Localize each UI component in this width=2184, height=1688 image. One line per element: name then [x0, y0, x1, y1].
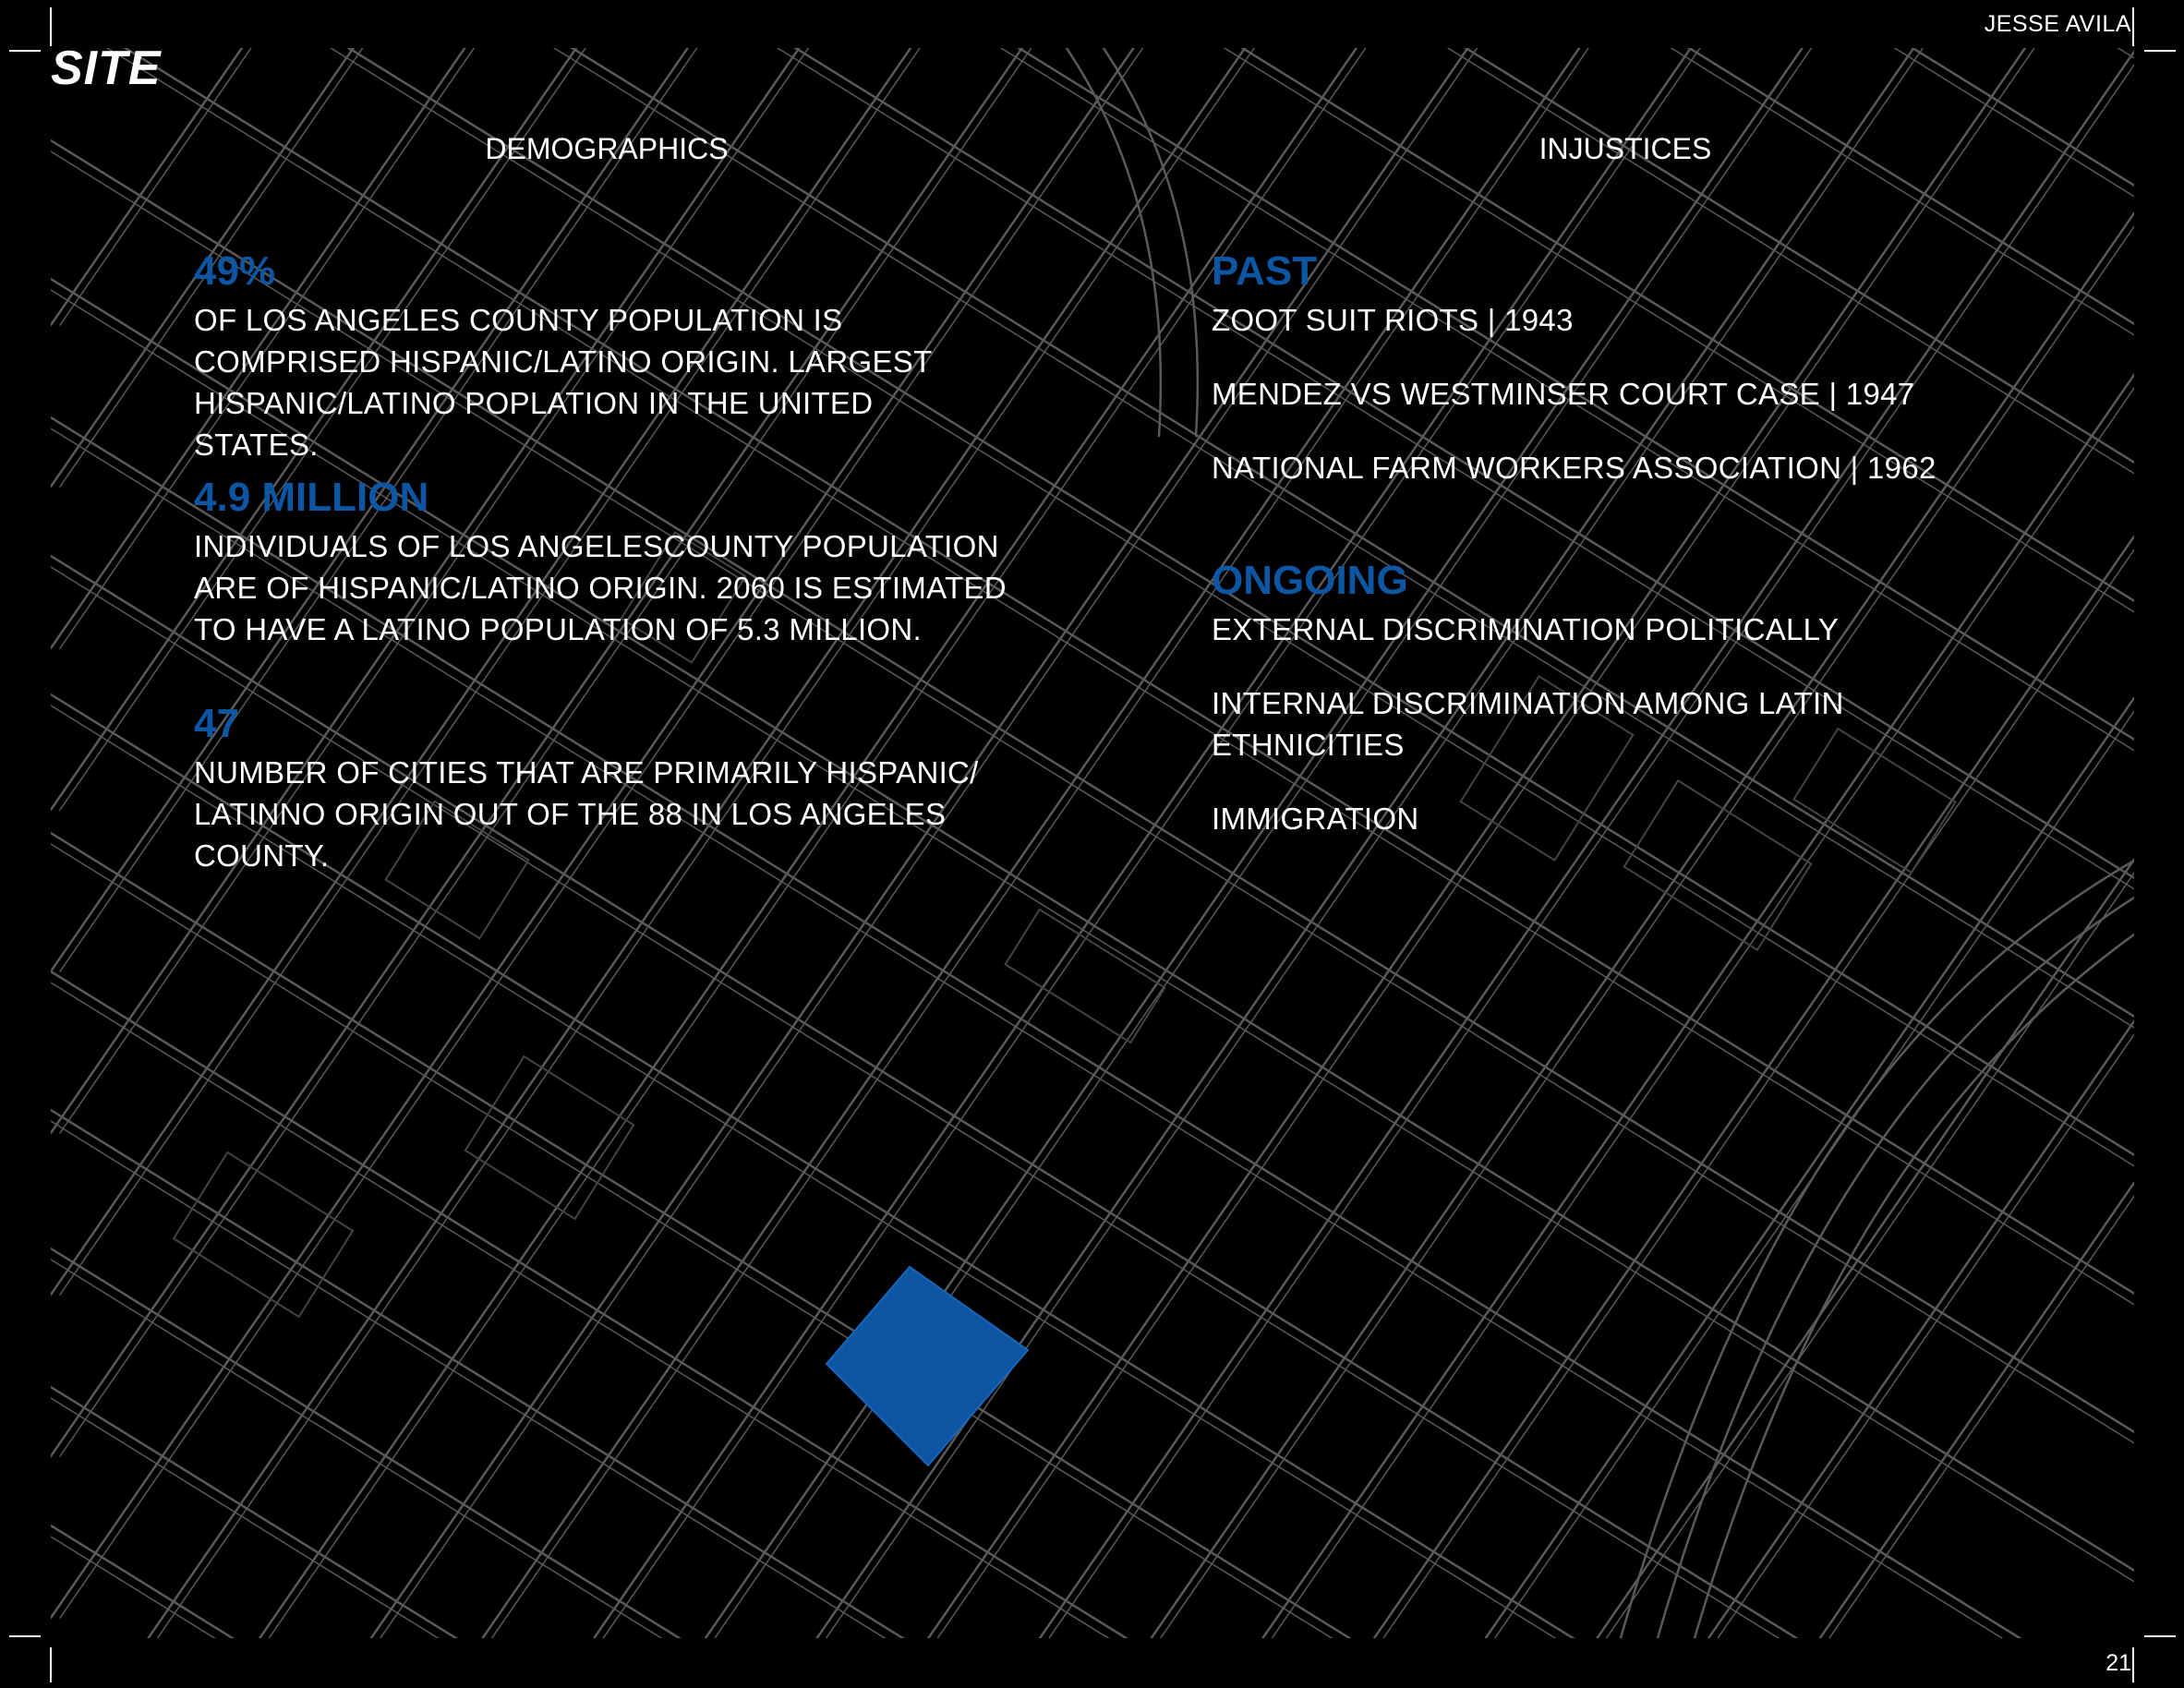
street-line — [51, 1021, 2134, 1638]
stat-block — [194, 249, 1025, 465]
crop-mark — [2132, 7, 2134, 46]
stat-value: 4.9 MILLION — [194, 475, 429, 520]
section-title: SITE — [51, 42, 162, 95]
crop-mark — [2144, 50, 2176, 52]
page-number: 21 — [2106, 1650, 2131, 1676]
past-item: ZOOT SUIT RIOTS | 1943 — [1212, 303, 1574, 337]
street-line — [60, 860, 2134, 1638]
stat-description: INDIVIDUALS OF LOS ANGELESCOUNTY POPULATION ARE OF HISPANIC/LATINO ORIGIN. 2060 IS ESTIMATED TO HAVE A LATINO POPULATION OF 5.3 MILLION. — [194, 529, 1007, 646]
ongoing-item: IMMIGRATION — [1212, 802, 1419, 836]
freeway-curve — [1104, 48, 1198, 436]
ongoing-group — [1212, 559, 2043, 872]
street-line — [51, 1537, 2134, 1638]
author-name: JESSE AVILA — [1984, 11, 2131, 37]
ongoing-title: ONGOING — [1212, 558, 1408, 603]
street-line — [51, 1387, 2134, 1638]
demographics-heading: DEMOGRAPHICS — [485, 132, 729, 165]
street-line — [60, 1021, 2134, 1638]
stat-description: OF LOS ANGELES COUNTY POPULATION IS COMPRISED HISPANIC/LATINO ORIGIN. LARGEST HISPANIC/LATINO POPLATION IN THE UNITED STATES. — [194, 303, 932, 462]
crop-mark — [9, 1635, 41, 1637]
stat-value: 49% — [194, 248, 276, 294]
stat-block — [194, 702, 1025, 876]
stat-description: NUMBER OF CITIES THAT ARE PRIMARILY HISPANIC/ LATINNO ORIGIN OUT OF THE 88 IN LOS ANGELES COUNTY. — [194, 755, 979, 873]
injustices-heading: INJUSTICES — [1538, 132, 1712, 165]
street-line — [51, 1398, 2134, 1638]
ongoing-item: EXTERNAL DISCRIMINATION POLITICALLY — [1212, 612, 1840, 646]
stat-value: 47 — [194, 701, 239, 746]
crop-mark — [50, 1647, 52, 1682]
ongoing-item: INTERNAL DISCRIMINATION AMONG LATIN ETHNICITIES — [1212, 686, 1844, 762]
crop-mark — [9, 50, 41, 52]
street-line — [60, 1183, 2134, 1638]
street-line — [51, 844, 2134, 1638]
stat-block — [194, 476, 1025, 650]
crop-mark — [2132, 1647, 2134, 1682]
past-group — [1212, 249, 2043, 521]
past-item: NATIONAL FARM WORKERS ASSOCIATION | 1962 — [1212, 451, 1937, 485]
street-line — [51, 48, 2134, 197]
street-line — [51, 1110, 2134, 1638]
past-item: MENDEZ VS WESTMINSER COURT CASE | 1947 — [1212, 377, 1915, 411]
crop-mark — [2144, 1635, 2176, 1637]
site-parcel — [827, 1267, 1028, 1465]
building-footprint — [465, 1056, 633, 1219]
past-title: PAST — [1212, 248, 1318, 294]
